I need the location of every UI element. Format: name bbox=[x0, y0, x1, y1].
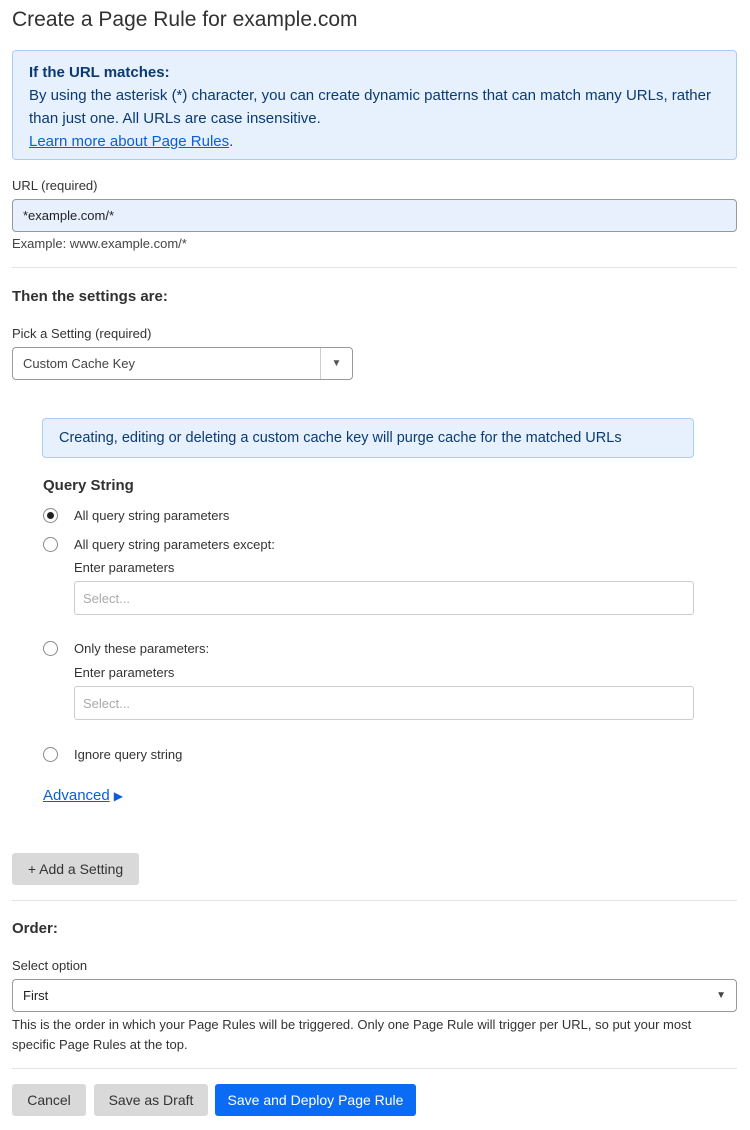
save-deploy-button[interactable]: Save and Deploy Page Rule bbox=[215, 1084, 416, 1116]
order-select[interactable] bbox=[12, 979, 737, 1012]
chevron-down-icon: ▼ bbox=[716, 990, 726, 1001]
caret-right-icon: ▶ bbox=[113, 788, 123, 803]
query-heading: Query String bbox=[43, 477, 134, 494]
url-input[interactable] bbox=[12, 199, 737, 232]
info-text: By using the asterisk (*) character, you can create dynamic patterns that can match many URLs, rather than just one. All URLs are case insensitive. bbox=[29, 87, 711, 127]
url-label: URL (required) bbox=[12, 178, 98, 193]
divider bbox=[12, 267, 737, 268]
url-value: *example.com/* bbox=[23, 208, 115, 223]
learn-more-link[interactable]: Learn more about Page Rules bbox=[29, 133, 230, 150]
page-title: Create a Page Rule for example.com bbox=[12, 8, 358, 31]
save-draft-button[interactable]: Save as Draft bbox=[94, 1084, 208, 1116]
order-heading: Order: bbox=[12, 920, 58, 937]
only-params-input[interactable]: Select... bbox=[74, 686, 694, 720]
url-hint: Example: www.example.com/* bbox=[12, 236, 187, 251]
divider bbox=[12, 1068, 737, 1069]
radio-label: All query string parameters except: bbox=[74, 537, 275, 552]
params-label: Enter parameters bbox=[74, 560, 175, 575]
radio-only-params[interactable] bbox=[43, 641, 58, 656]
radio-label: Ignore query string bbox=[74, 747, 183, 762]
setting-select[interactable] bbox=[12, 347, 353, 380]
order-value: First bbox=[23, 988, 49, 1003]
radio-ignore-query[interactable] bbox=[43, 747, 58, 762]
purge-notice: Creating, editing or deleting a custom cache key will purge cache for the matched URLs bbox=[42, 418, 694, 458]
punct: . bbox=[229, 133, 234, 150]
radio-label: Only these parameters: bbox=[74, 641, 210, 656]
setting-value: Custom Cache Key bbox=[23, 356, 135, 371]
pick-setting-label: Pick a Setting (required) bbox=[12, 326, 152, 341]
divider bbox=[12, 900, 737, 901]
chevron-down-icon[interactable]: ▼ bbox=[320, 348, 352, 379]
params-label: Enter parameters bbox=[74, 665, 175, 680]
radio-except-params[interactable] bbox=[43, 537, 58, 552]
radio-all-params[interactable] bbox=[43, 508, 58, 523]
add-setting-button[interactable]: + Add a Setting bbox=[12, 853, 139, 885]
except-params-input[interactable]: Select... bbox=[74, 581, 694, 615]
cancel-button[interactable]: Cancel bbox=[12, 1084, 86, 1116]
advanced-label: Advanced bbox=[43, 787, 110, 804]
order-help: This is the order in which your Page Rules will be triggered. Only one Page Rule will trigger per URL, so put your most specific Page Rules at the top. bbox=[12, 1017, 692, 1052]
advanced-toggle[interactable] bbox=[43, 787, 123, 804]
order-label: Select option bbox=[12, 958, 88, 973]
radio-label: All query string parameters bbox=[74, 508, 230, 523]
info-box bbox=[12, 50, 737, 160]
settings-heading: Then the settings are: bbox=[12, 288, 168, 305]
info-heading: If the URL matches: bbox=[29, 64, 170, 81]
